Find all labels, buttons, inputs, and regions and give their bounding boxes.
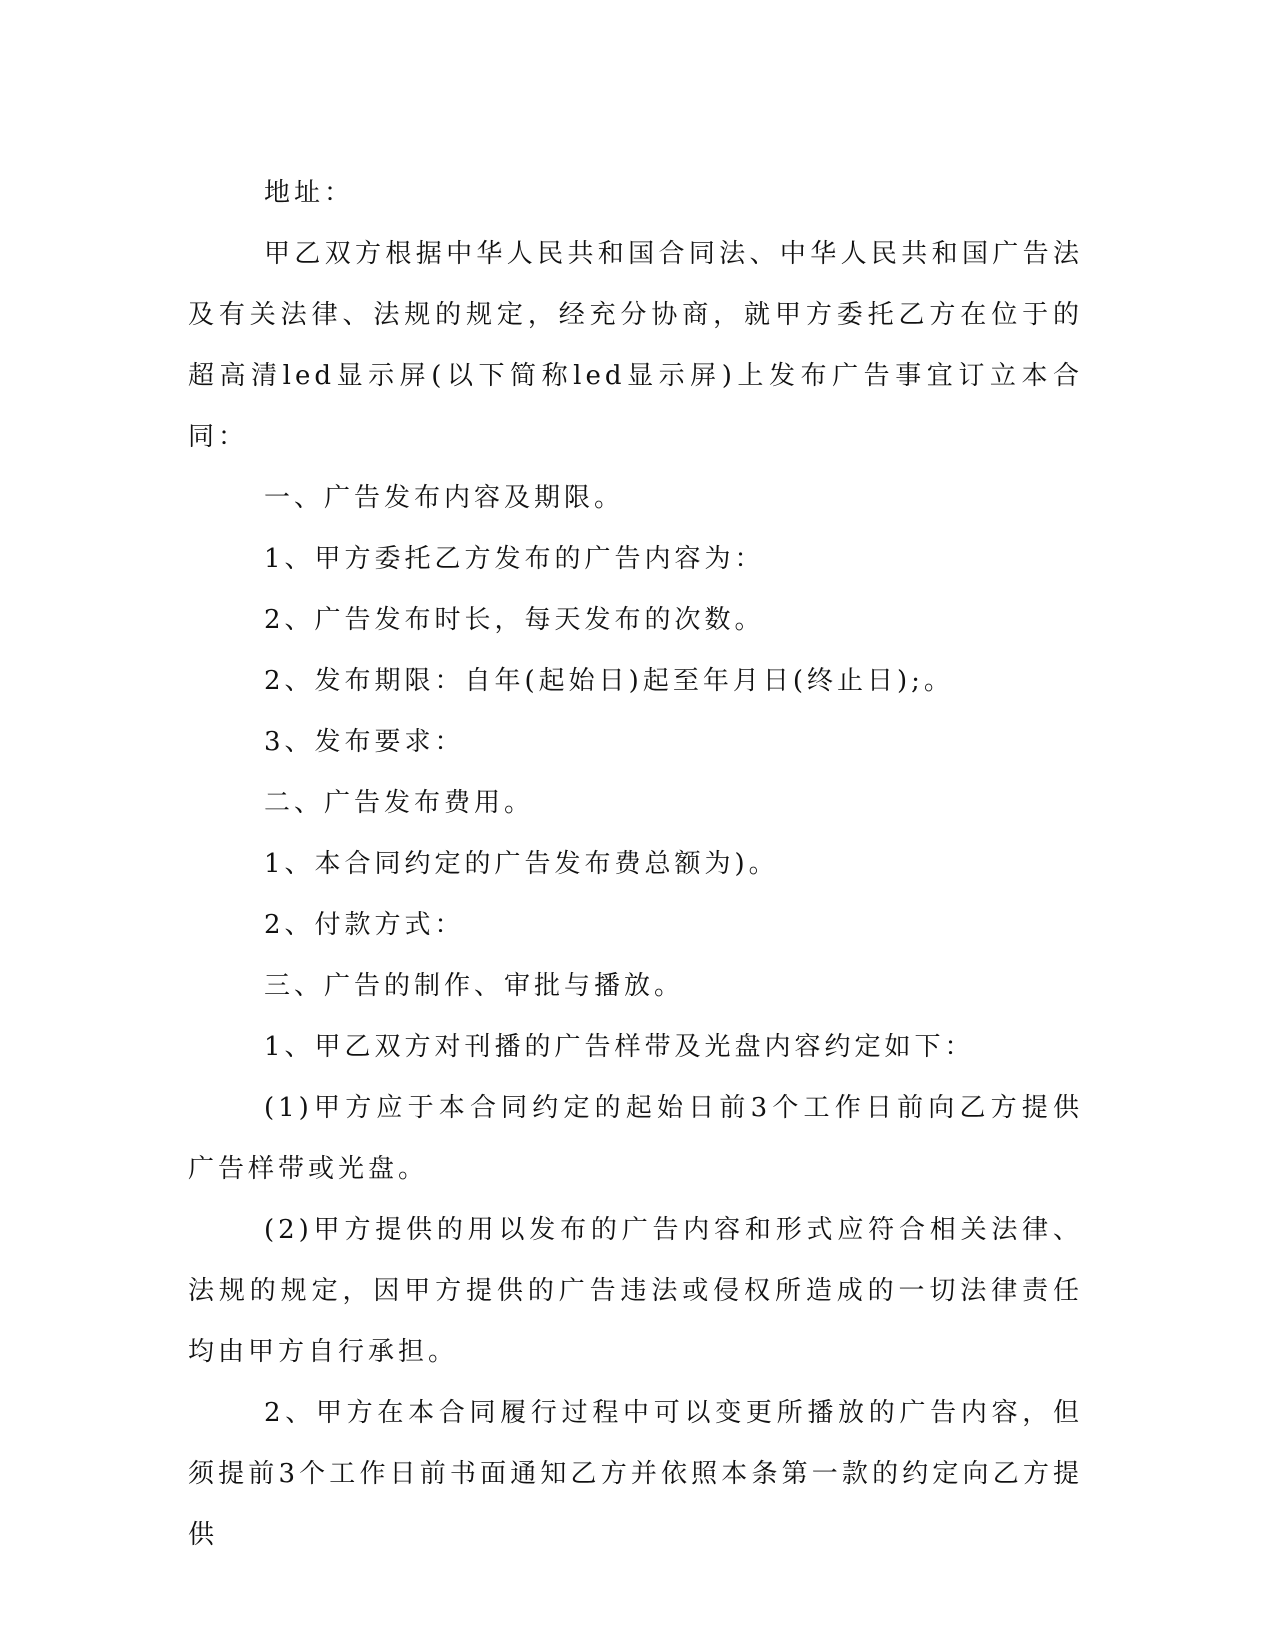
paragraph-3-1-1: (1)甲方应于本合同约定的起始日前3个工作日前向乙方提供广告样带或光盘。 (188, 1093, 1083, 1184)
paragraph-3-1-2: (2)甲方提供的用以发布的广告内容和形式应符合相关法律、法规的规定，因甲方提供的广告违法或侵权所造成的一切法律责任均由甲方自行承担。 (188, 1215, 1083, 1367)
paragraph-preamble: 甲乙双方根据中华人民共和国合同法、中华人民共和国广告法及有关法律、法规的规定，经充分协商，就甲方委托乙方在位于的超高清led显示屏(以下简称led显示屏)上发布广告事宜订立本合同： (188, 239, 1083, 452)
paragraph-1-1: 1、甲方委托乙方发布的广告内容为： (264, 544, 765, 574)
paragraph-1-2b: 2、发布期限：自年(起始日)起至年月日(终止日);。 (264, 666, 954, 696)
paragraph-3-1: 1、甲乙双方对刊播的广告样带及光盘内容约定如下： (264, 1032, 975, 1062)
paragraph-1-3: 3、发布要求： (264, 727, 465, 757)
document-body (188, 163, 1083, 1566)
paragraph-2-1: 1、本合同约定的广告发布费总额为)。 (264, 849, 779, 879)
section-heading-1: 一、广告发布内容及期限。 (264, 483, 625, 513)
paragraph-address: 地址： (264, 178, 355, 208)
section-heading-3: 三、广告的制作、审批与播放。 (264, 971, 685, 1001)
paragraph-2-2: 2、付款方式： (264, 910, 465, 940)
section-heading-2: 二、广告发布费用。 (264, 788, 535, 818)
paragraph-3-2: 2、甲方在本合同履行过程中可以变更所播放的广告内容，但须提前3个工作日前书面通知乙方并依照本条第一款的约定向乙方提供 (188, 1398, 1083, 1550)
paragraph-1-2: 2、广告发布时长，每天发布的次数。 (264, 605, 765, 635)
